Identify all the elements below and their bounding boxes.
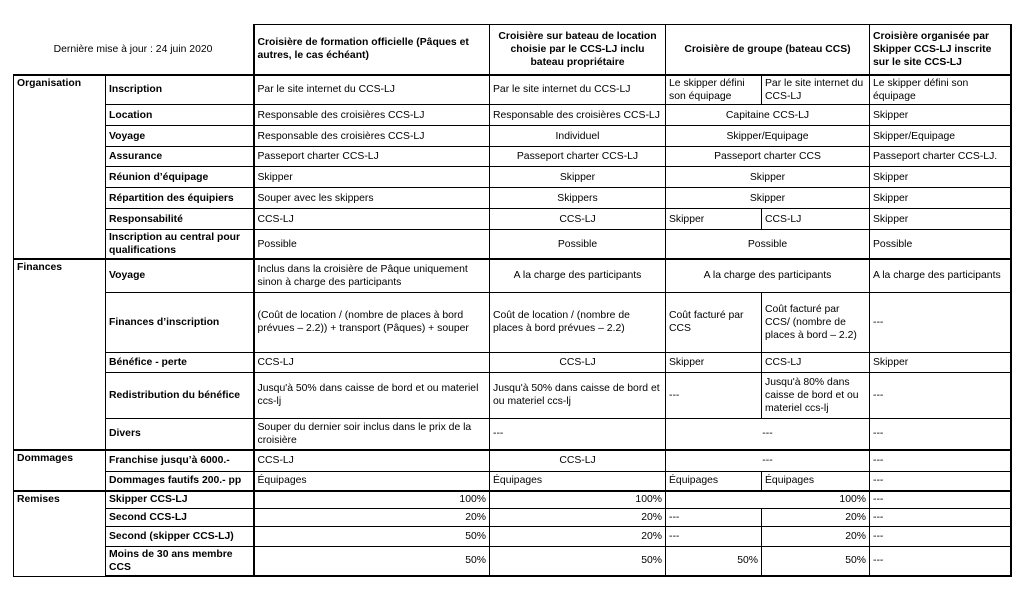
cell: 20% [762,526,870,546]
row-label: Réunion d’équipage [106,167,254,188]
row-label: Dommages fautifs 200.- pp [106,471,254,491]
table-row [14,418,1011,450]
cell: CCS-LJ [490,352,666,372]
row-label: Second CCS-LJ [106,508,254,526]
cell: Équipages [666,471,762,491]
cell: --- [870,292,1011,352]
cell: --- [870,508,1011,526]
comparison-table [13,24,1012,577]
cell: Le skipper défini son équipage [870,75,1011,105]
cell: --- [490,418,666,450]
cell: 20% [254,508,490,526]
table-row [14,471,1011,491]
row-label: Finances d’inscription [106,292,254,352]
row-label: Moins de 30 ans membre CCS [106,546,254,576]
row-label: Divers [106,418,254,450]
cell: Skipper [666,209,762,230]
cell: Possible [490,230,666,260]
cell: CCS-LJ [254,352,490,372]
cell: Inclus dans la croisière de Pâque uniquement sinon à charge des participants [254,259,490,292]
cell: 100% [254,491,490,508]
row-label: Redistribution du bénéfice [106,372,254,418]
cell: Passeport charter CCS-LJ [254,147,490,167]
row-label: Location [106,105,254,126]
cell: Skipper/Equipage [666,126,870,147]
table-row [14,259,1011,292]
cell: 50% [254,526,490,546]
cell: --- [666,508,762,526]
section-dommages: Dommages [14,450,106,491]
cell: (Coût de location / (nombre de places à bord prévues – 2.2)) + transport (Pâques) + souper [254,292,490,352]
cell: Passeport charter CCS [666,147,870,167]
col-header-rental: Croisière sur bateau de location choisie par le CCS-LJ inclu bateau propriétaire [490,25,666,75]
cell: CCS-LJ [762,352,870,372]
table-row [14,126,1011,147]
cell: --- [870,491,1011,508]
cell: 50% [254,546,490,576]
table-row [14,526,1011,546]
cell: A la charge des participants [490,259,666,292]
cell: Passeport charter CCS-LJ [490,147,666,167]
section-remises: Remises [14,491,106,576]
row-label: Voyage [106,126,254,147]
cell: Responsable des croisières CCS-LJ [490,105,666,126]
cell: Jusqu'à 80% dans caisse de bord et ou materiel ccs-lj [762,372,870,418]
cell: 50% [762,546,870,576]
cell: Par le site internet du CCS-LJ [762,75,870,105]
table-row [14,105,1011,126]
cell: --- [870,450,1011,471]
table-row [14,491,1011,508]
cell: Équipages [762,471,870,491]
cell: --- [870,418,1011,450]
col-header-skipper: Croisière organisée par Skipper CCS-LJ inscrite sur le site CCS-LJ [870,25,1011,75]
row-label: Second (skipper CCS-LJ) [106,526,254,546]
cell: Possible [666,230,870,260]
cell: --- [870,526,1011,546]
cell: Skipper [666,167,870,188]
cell: --- [870,471,1011,491]
last-update: Dernière mise à jour : 24 juin 2020 [53,43,213,55]
cell: --- [666,526,762,546]
cell: Skipper [254,167,490,188]
row-label: Inscription au central pour qualifications [106,230,254,260]
section-organisation: Organisation [14,75,106,260]
cell: A la charge des participants [870,259,1011,292]
cell: Coût facturé par CCS [666,292,762,352]
table-row [14,546,1011,576]
cell: 50% [666,546,762,576]
table-row [14,209,1011,230]
cell: Skipper [870,105,1011,126]
table-row [14,167,1011,188]
cell: Skipper/Equipage [870,126,1011,147]
cell: Coût de location / (nombre de places à bord prévues – 2.2) [490,292,666,352]
table-row [14,75,1011,105]
row-label: Bénéfice - perte [106,352,254,372]
row-label: Répartition des équipiers [106,188,254,209]
cell: --- [870,372,1011,418]
cell: Souper du dernier soir inclus dans le prix de la croisière [254,418,490,450]
cell: Skipper [870,167,1011,188]
cell: CCS-LJ [762,209,870,230]
cell: 100% [490,491,666,508]
cell: Équipages [254,471,490,491]
cell: Responsable des croisières CCS-LJ [254,105,490,126]
table-row [14,508,1011,526]
cell: --- [666,372,762,418]
cell: --- [666,450,870,471]
cell: 100% [666,491,870,508]
cell: --- [870,546,1011,576]
cell: Skipper [870,188,1011,209]
cell: A la charge des participants [666,259,870,292]
row-label: Skipper CCS-LJ [106,491,254,508]
cell: Skipper [666,188,870,209]
cell: --- [666,418,870,450]
cell: Skipper [870,209,1011,230]
col-header-official: Croisière de formation officielle (Pâques et autres, le cas échéant) [254,25,490,75]
cell: 50% [490,546,666,576]
table-row [14,230,1011,260]
table-row [14,450,1011,471]
cell: Skipper [666,352,762,372]
row-label: Responsabilité [106,209,254,230]
cell: CCS-LJ [254,450,490,471]
cell: Skipper [490,167,666,188]
table-row [14,352,1011,372]
cell: Par le site internet du CCS-LJ [254,75,490,105]
cell: Le skipper défini son équipage [666,75,762,105]
table-row [14,188,1011,209]
cell: Par le site internet du CCS-LJ [490,75,666,105]
row-label: Inscription [106,75,254,105]
row-label: Franchise jusqu’à 6000.- [106,450,254,471]
cell: CCS-LJ [254,209,490,230]
cell: Individuel [490,126,666,147]
header-row [14,25,1011,75]
cell: Coût facturé par CCS/ (nombre de places à bord – 2.2) [762,292,870,352]
section-finances: Finances [14,259,106,450]
row-label: Assurance [106,147,254,167]
cell: Équipages [490,471,666,491]
table-row [14,147,1011,167]
cell: Jusqu'à 50% dans caisse de bord et ou materiel ccs-lj [254,372,490,418]
cell: 20% [490,526,666,546]
cell: Souper avec les skippers [254,188,490,209]
cell: Skipper [870,352,1011,372]
cell: CCS-LJ [490,209,666,230]
cell: Possible [254,230,490,260]
cell: Skippers [490,188,666,209]
cell: 20% [490,508,666,526]
col-header-group: Croisière de groupe (bateau CCS) [666,25,870,75]
cell: 20% [762,508,870,526]
table-row [14,372,1011,418]
cell: Passeport charter CCS-LJ. [870,147,1011,167]
cell: Capitaine CCS-LJ [666,105,870,126]
table-row [14,292,1011,352]
cell: CCS-LJ [490,450,666,471]
cell: Jusqu'à 50% dans caisse de bord et ou materiel ccs-lj [490,372,666,418]
cell: Possible [870,230,1011,260]
cell: Responsable des croisières CCS-LJ [254,126,490,147]
row-label: Voyage [106,259,254,292]
